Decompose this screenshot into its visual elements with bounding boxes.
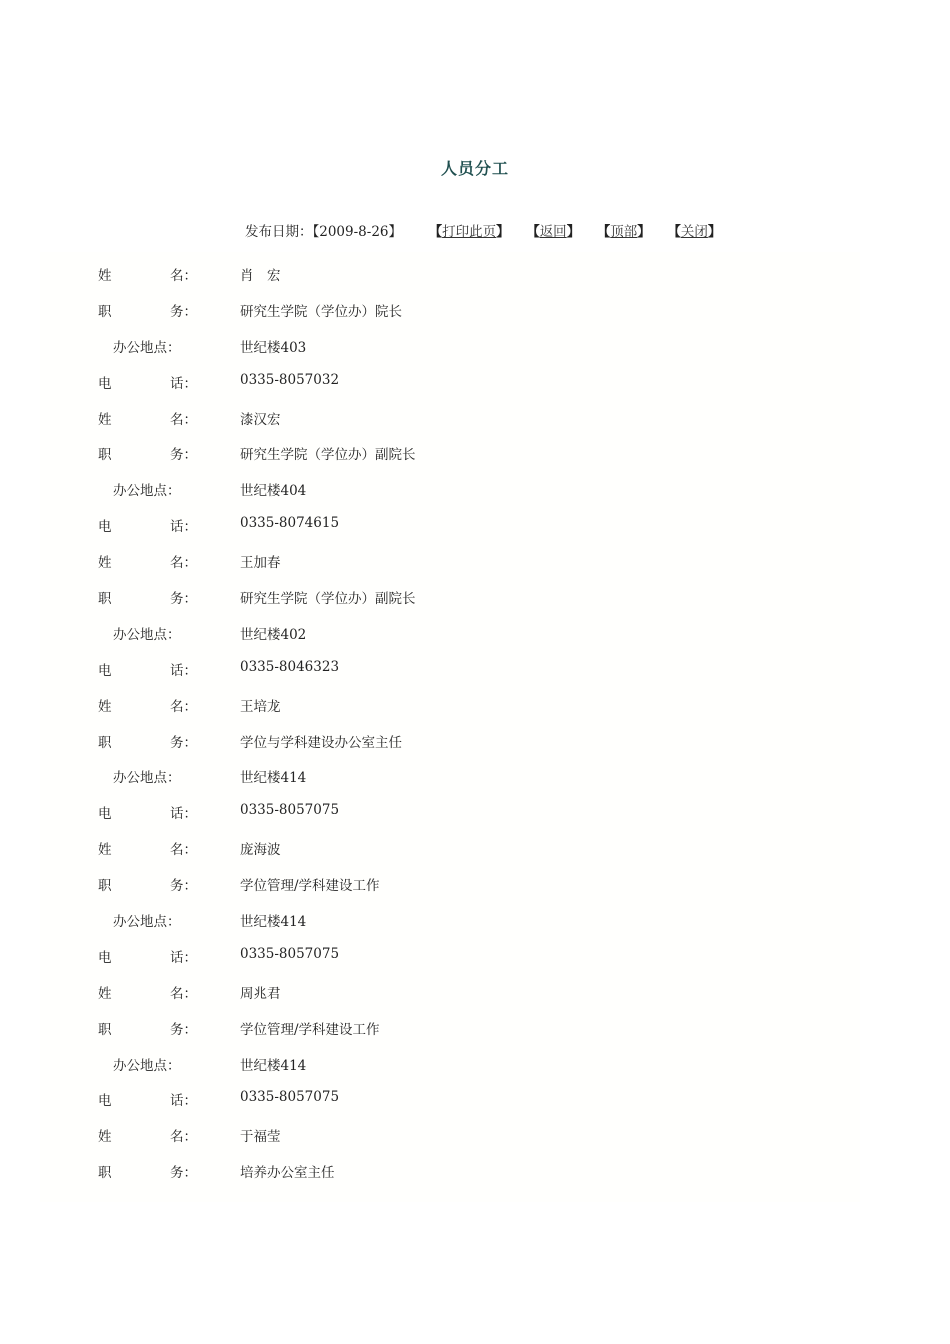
staff-list — [98, 264, 858, 1197]
staff-phone: 0335-8057075 — [240, 1089, 340, 1106]
post-label: 职 — [98, 1021, 112, 1038]
name-label-suffix: 名： — [170, 555, 197, 572]
staff-post: 研究生学院（学位办）副院长 — [240, 447, 416, 464]
publish-date-value: 【2009-8-26】 — [312, 224, 402, 240]
name-row — [98, 982, 858, 1018]
staff-post: 学位与学科建设办公室主任 — [240, 734, 402, 751]
staff-office: 世纪楼403 — [240, 339, 307, 356]
post-row — [98, 443, 858, 479]
close-link[interactable]: 关闭 — [680, 224, 708, 240]
top-link[interactable]: 顶部 — [610, 224, 638, 240]
office-row — [98, 479, 858, 515]
staff-office: 世纪楼414 — [240, 1057, 307, 1074]
staff-post: 学位管理/学科建设工作 — [240, 878, 380, 895]
phone-label-suffix: 话： — [170, 1093, 197, 1110]
post-row — [98, 300, 858, 336]
name-label: 姓 — [98, 842, 112, 859]
phone-label-suffix: 话： — [170, 806, 197, 823]
name-label: 姓 — [98, 1129, 112, 1146]
post-label: 职 — [98, 1165, 112, 1182]
name-label-suffix: 名： — [170, 985, 197, 1002]
office-label: 办公地点： — [113, 339, 181, 356]
name-label: 姓 — [98, 411, 112, 428]
name-label: 姓 — [98, 555, 112, 572]
staff-post: 研究生学院（学位办）副院长 — [240, 591, 416, 608]
name-row — [98, 695, 858, 731]
staff-name: 于福莹 — [240, 1129, 281, 1146]
post-label-suffix: 务： — [170, 447, 197, 464]
staff-office: 世纪楼414 — [240, 914, 307, 931]
staff-name: 王加春 — [240, 555, 281, 572]
office-row — [98, 766, 858, 802]
staff-name: 肖 宏 — [240, 268, 281, 284]
name-label: 姓 — [98, 985, 112, 1002]
office-label: 办公地点： — [113, 483, 181, 500]
post-label: 职 — [98, 878, 112, 895]
office-label: 办公地点： — [113, 626, 181, 643]
office-label: 办公地点： — [113, 1057, 181, 1074]
staff-post: 培养办公室主任 — [240, 1165, 335, 1182]
phone-row — [98, 515, 858, 551]
staff-name: 周兆君 — [240, 985, 281, 1002]
phone-label: 电 — [98, 1093, 112, 1110]
phone-label: 电 — [98, 519, 112, 536]
name-label: 姓 — [98, 268, 112, 284]
back-link[interactable]: 返回 — [539, 224, 567, 240]
post-row — [98, 731, 858, 767]
name-row — [98, 408, 858, 444]
name-row — [98, 551, 858, 587]
post-label-suffix: 务： — [170, 878, 197, 895]
phone-label: 电 — [98, 949, 112, 966]
name-label-suffix: 名： — [170, 411, 197, 428]
post-row — [98, 1018, 858, 1054]
phone-label: 电 — [98, 662, 112, 679]
office-row — [98, 910, 858, 946]
post-row — [98, 1161, 858, 1197]
name-label-suffix: 名： — [170, 698, 197, 715]
page-title: 人员分工 — [440, 159, 509, 178]
post-label: 职 — [98, 447, 112, 464]
name-label-suffix: 名： — [170, 842, 197, 859]
post-label-suffix: 务： — [170, 303, 197, 320]
staff-phone: 0335-8057075 — [240, 802, 340, 819]
phone-label-suffix: 话： — [170, 662, 197, 679]
staff-post: 学位管理/学科建设工作 — [240, 1021, 380, 1038]
office-row — [98, 1054, 858, 1090]
name-row — [98, 1125, 858, 1161]
post-label-suffix: 务： — [170, 591, 197, 608]
post-label-suffix: 务： — [170, 1021, 197, 1038]
publish-date-label: 发布日期： — [245, 224, 313, 240]
name-label: 姓 — [98, 698, 112, 715]
phone-label: 电 — [98, 375, 112, 392]
name-label-suffix: 名： — [170, 1129, 197, 1146]
name-label-suffix: 名： — [170, 268, 197, 284]
office-label: 办公地点： — [113, 914, 181, 931]
phone-label: 电 — [98, 806, 112, 823]
post-label: 职 — [98, 734, 112, 751]
staff-office: 世纪楼404 — [240, 483, 307, 500]
post-row — [98, 587, 858, 623]
name-row — [98, 838, 858, 874]
phone-label-suffix: 话： — [170, 519, 197, 536]
staff-post: 研究生学院（学位办）院长 — [240, 303, 402, 320]
name-row — [98, 264, 858, 300]
staff-office: 世纪楼402 — [240, 626, 307, 643]
staff-phone: 0335-8057032 — [240, 371, 340, 388]
phone-label-suffix: 话： — [170, 949, 197, 966]
phone-row — [98, 1089, 858, 1125]
post-row — [98, 874, 858, 910]
staff-name: 王培龙 — [240, 698, 281, 715]
staff-office: 世纪楼414 — [240, 770, 307, 787]
phone-row — [98, 946, 858, 982]
staff-phone: 0335-8057075 — [240, 945, 340, 962]
office-row — [98, 336, 858, 372]
phone-label-suffix: 话： — [170, 375, 197, 392]
office-row — [98, 623, 858, 659]
phone-row — [98, 802, 858, 838]
staff-phone: 0335-8046323 — [240, 658, 340, 675]
post-label-suffix: 务： — [170, 1165, 197, 1182]
print-page-link[interactable]: 打印此页 — [442, 224, 497, 240]
staff-name: 庞海波 — [240, 842, 281, 859]
post-label: 职 — [98, 303, 112, 320]
phone-row — [98, 659, 858, 695]
staff-name: 漆汉宏 — [240, 411, 281, 428]
post-label: 职 — [98, 591, 112, 608]
phone-row — [98, 372, 858, 408]
staff-phone: 0335-8074615 — [240, 515, 340, 532]
publish-info-bar: 发布日期：【2009-8-26】 【打印此页】 【返回】 【顶部】 【关闭】 — [245, 224, 722, 240]
post-label-suffix: 务： — [170, 734, 197, 751]
office-label: 办公地点： — [113, 770, 181, 787]
